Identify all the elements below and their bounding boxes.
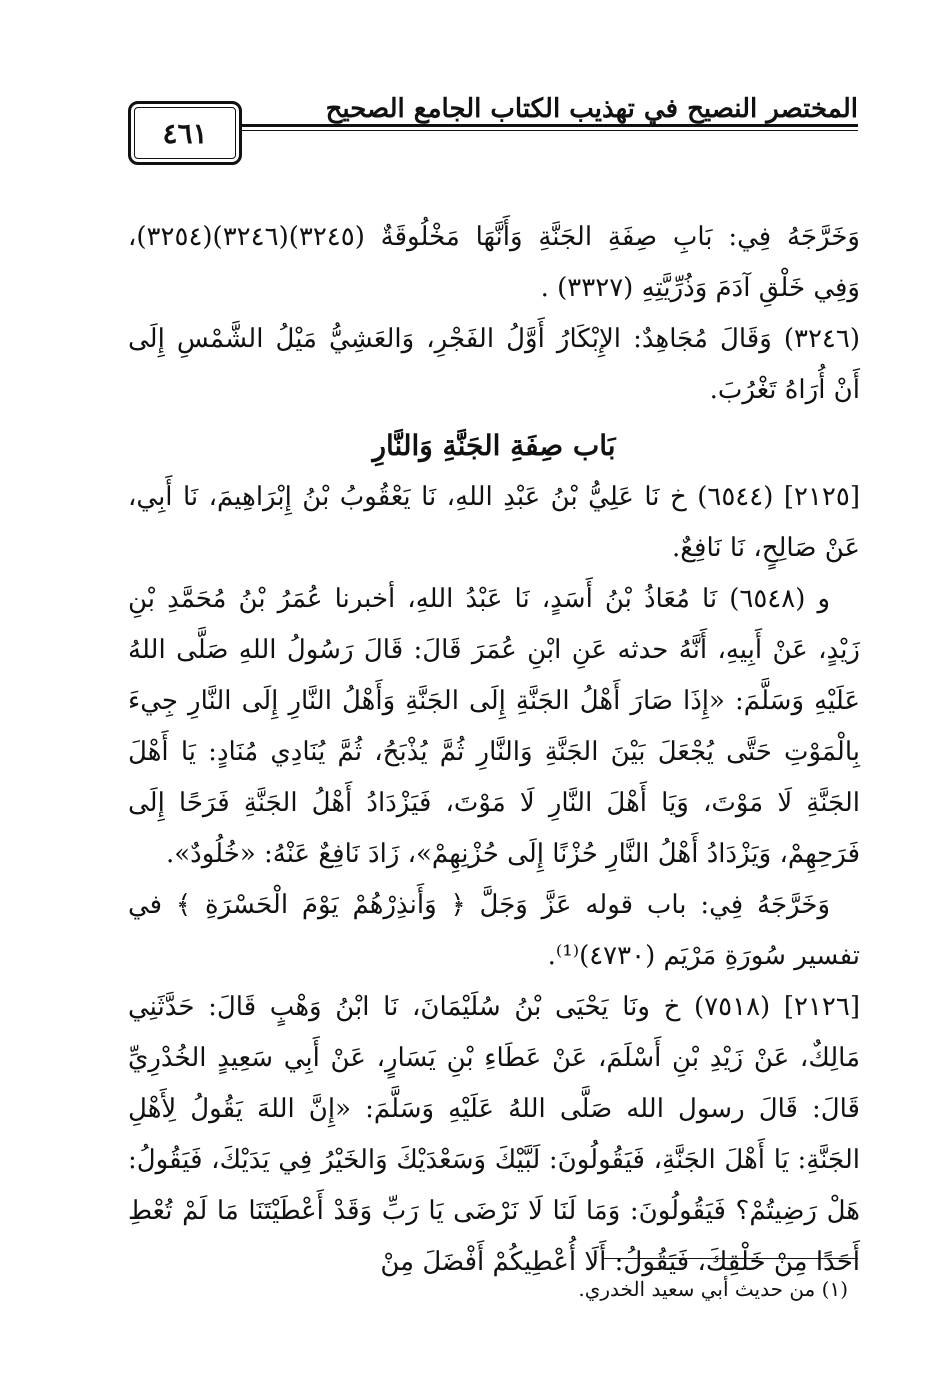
page-header bbox=[128, 93, 858, 165]
running-title: المختصر النصيح في تهذيب الكتاب الجامع الصحيح bbox=[325, 94, 858, 124]
footnote: (١) من حديث أبي سعيد الخدري. bbox=[578, 1277, 848, 1301]
hadith-2125-isnad: [٢١٢٥] (٦٥٤٤) خ نَا عَلِيُّ بْنُ عَبْدِ اللهِ، نَا يَعْقُوبُ بْنُ إِبْرَاهِيمَ، نَا أَبِي، عَنْ صَالِحٍ، نَا نَافِعٌ. bbox=[128, 482, 860, 563]
paragraph-takhrij-1: وَخَرَّجَهُ فِي: بَابِ صِفَةِ الجَنَّةِ وَأَنَّهَا مَخْلُوقَةٌ (٣٢٤٥)(٣٢٤٦)(٣٢٥٤)، وَفِي خَلْقِ آدَمَ وَذُرِّيَّتِهِ (٣٣٢٧) . bbox=[128, 222, 860, 303]
hadith-2126-text: [٢١٢٦] (٧٥١٨) خ ونَا يَحْيَى بْنُ سُلَيْمَانَ، نَا ابْنُ وَهْبٍ قَالَ: حَدَّثَنِي مَالِكٌ، عَنْ زَيْدِ بْنِ أَسْلَمَ، عَنْ عَطَاءِ بْنِ يَسَارٍ، عَنْ أَبِي سَعِيدٍ الخُدْرِيِّ قَالَ: قَالَ رسول الله صَلَّى اللهُ عَلَيْهِ وَسَلَّمَ: «إِنَّ اللهَ يَقُولُ لِأَهْلِ الجَنَّةِ: يَا أَهْلَ الجَنَّةِ، فَيَقُولُونَ: لَبَّيْكَ وَسَعْدَيْكَ وَالخَيْرُ فِي يَدَيْكَ، فَيَقُولُ: هَلْ رَضِيتُمْ؟ فَيَقُولُونَ: وَمَا لَنَا لَا نَرْضَى يَا رَبِّ وَقَدْ أَعْطَيْتَنَا مَا لَمْ تُعْطِ أَحَدًا مِنْ خَلْقِكَ، فَيَقُولُ: أَلَا أُعْطِيكُمْ أَفْضَلَ مِنْ bbox=[128, 992, 860, 1277]
header-rule bbox=[238, 124, 858, 127]
page-body bbox=[128, 212, 860, 1288]
paragraph-mujahid: (٣٢٤٦) وَقَالَ مُجَاهِدٌ: الإِبْكَارُ أَوَّلُ الفَجْرِ، وَالعَشِيُّ مَيْلُ الشَّمْسِ إِلَى أَنْ أُرَاهُ تَغْرُبَ. bbox=[128, 324, 860, 405]
header-rule-thin bbox=[238, 130, 858, 131]
footnote-separator bbox=[602, 1258, 858, 1259]
page-number: ٤٦١ bbox=[128, 101, 242, 165]
hadith-6548-text: و (٦٥٤٨) نَا مُعَاذُ بْنُ أَسَدٍ، نَا عَبْدُ اللهِ، أخبرنا عُمَرُ بْنُ مُحَمَّدِ بْنِ زَيْدٍ، عَنْ أَبِيهِ، أَنَّهُ حدثه عَنِ ابْنِ عُمَرَ قَالَ: قَالَ رَسُولُ اللهِ صَلَّى اللهُ عَلَيْهِ وَسَلَّمَ: «إِذَا صَارَ أَهْلُ الجَنَّةِ إِلَى الجَنَّةِ وَأَهْلُ النَّارِ إِلَى النَّارِ جِيءَ بِالْمَوْتِ حَتَّى يُجْعَلَ بَيْنَ الجَنَّةِ وَالنَّارِ ثُمَّ يُذْبَحُ، ثُمَّ يُنَادِي مُنَادٍ: يَا أَهْلَ الجَنَّةِ لَا مَوْتَ، وَيَا أَهْلَ النَّارِ لَا مَوْتَ، فَيَزْدَادُ أَهْلُ الجَنَّةِ فَرَحًا إِلَى فَرَحِهِمْ، وَيَزْدَادُ أَهْلُ النَّارِ حُزْنًا إِلَى حُزْنِهِمْ»، زَادَ نَافِعٌ عَنْهُ: «خُلُودٌ». bbox=[128, 584, 860, 869]
chapter-heading: بَاب صِفَةِ الجَنَّةِ وَالنَّارِ bbox=[372, 429, 616, 462]
paragraph-takhrij-2: وَخَرَّجَهُ فِي: باب قوله عَزَّ وَجَلَّ ﴿ وَأَنذِرْهُمْ يَوْمَ الْحَسْرَةِ ﴾ في تفسير سُورَةِ مَرْيَم (٤٧٣٠)⁽¹⁾. bbox=[128, 890, 860, 971]
